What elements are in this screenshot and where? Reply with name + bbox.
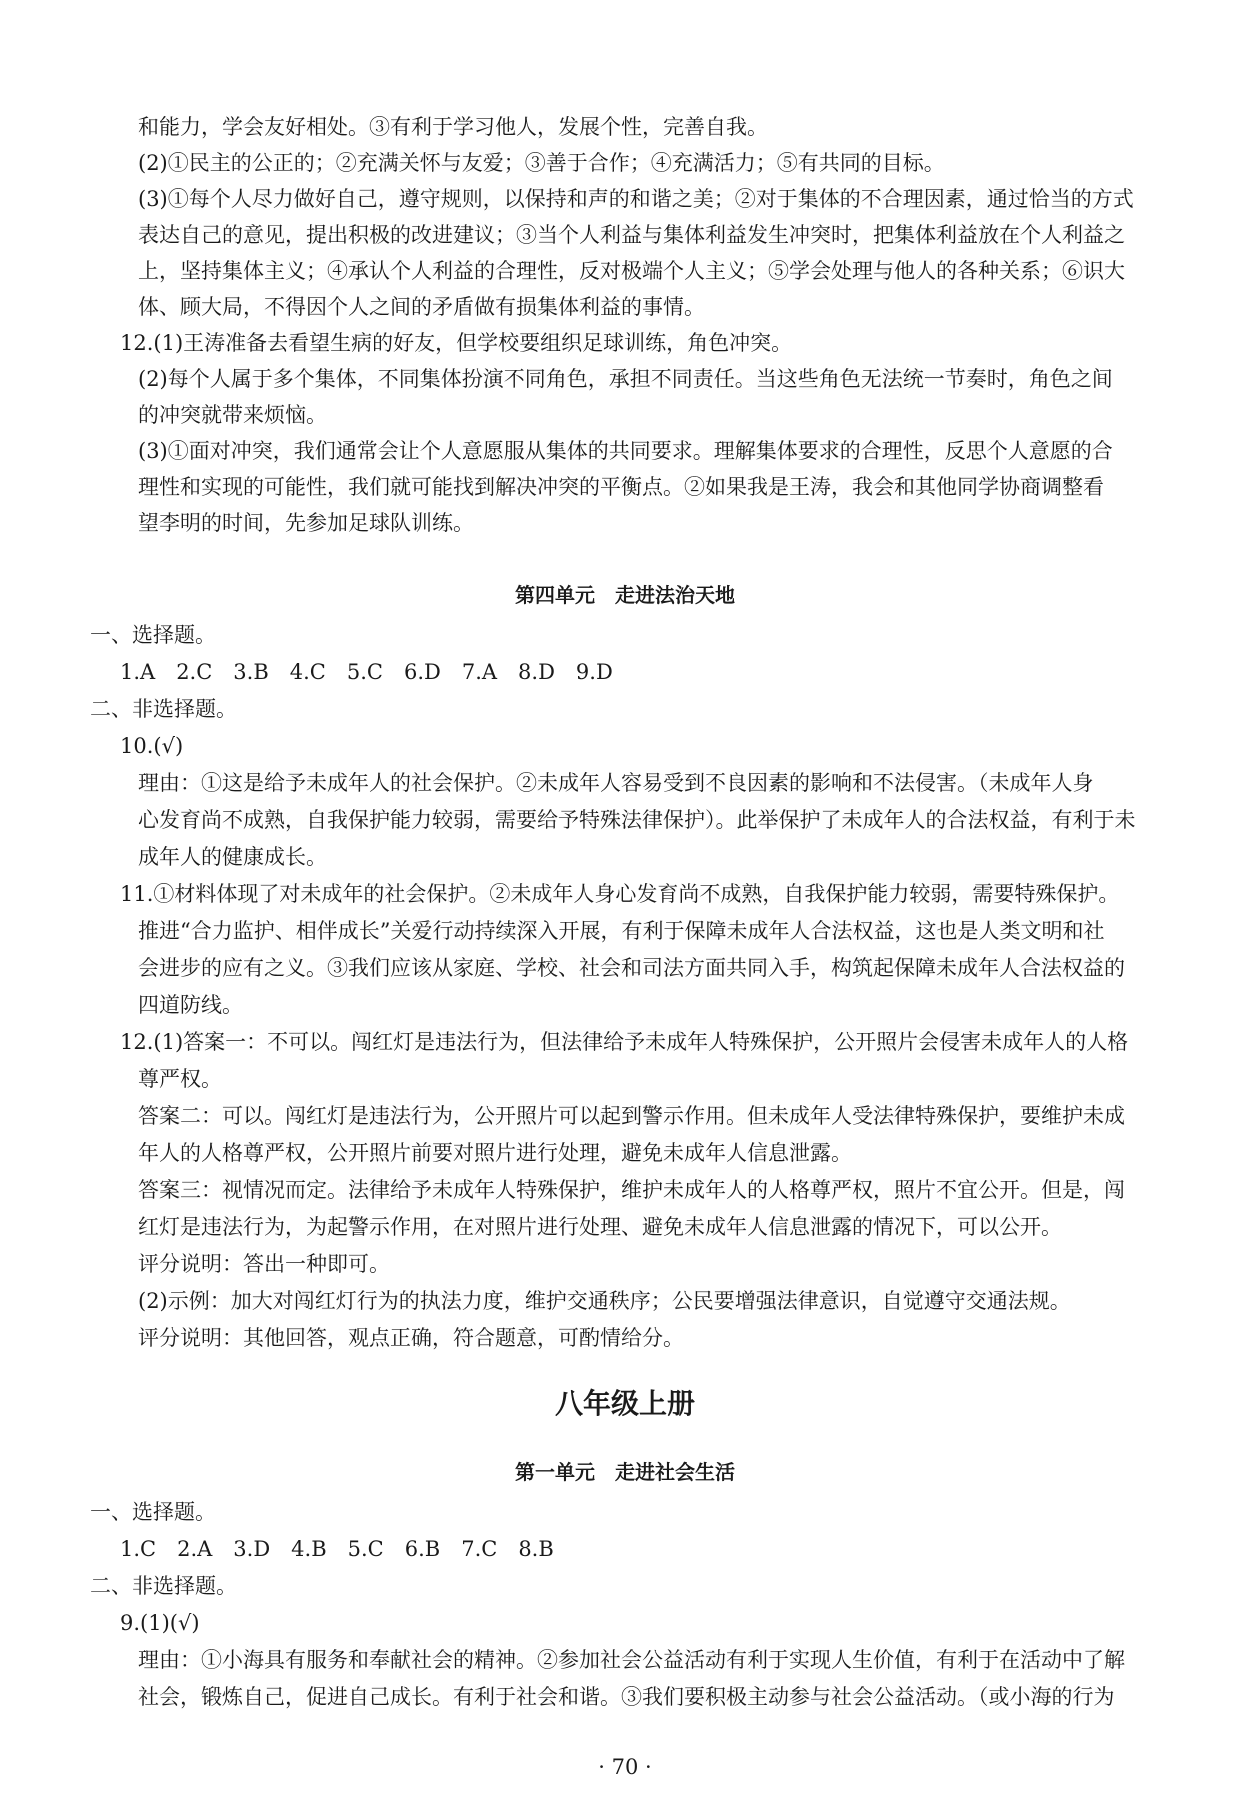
text-line: 理性和实现的可能性，我们就可能找到解决冲突的平衡点。②如果我是王涛，我会和其他同学协商调整看 (138, 475, 1104, 499)
text-line: 12.(1)答案一：不可以。闯红灯是违法行为，但法律给予未成年人特殊保护，公开照片会侵害未成年人的人格 (120, 1030, 1129, 1054)
text-line: 尊严权。 (138, 1067, 222, 1091)
text-line: 表达自己的意见，提出积极的改进建议；③当个人利益与集体利益发生冲突时，把集体利益放在个人利益之 (138, 223, 1125, 247)
text-line: 和能力，学会友好相处。③有利于学习他人，发展个性，完善自我。 (138, 115, 768, 139)
section-heading: 二、非选择题。 (90, 1574, 237, 1598)
text-line: 体、顾大局，不得因个人之间的矛盾做有损集体利益的事情。 (138, 295, 705, 319)
text-line: (2)①民主的公正的；②充满关怀与友爱；③善于合作；④充满活力；⑤有共同的目标。 (138, 151, 945, 175)
text-line: 望李明的时间，先参加足球队训练。 (138, 511, 474, 535)
section-heading: 二、非选择题。 (90, 697, 237, 721)
text-line: 11.①材料体现了对未成年的社会保护。②未成年人身心发育尚不成熟，自我保护能力较弱，需要特殊保护。 (120, 882, 1120, 906)
text-line: 心发育尚不成熟，自我保护能力较弱，需要给予特殊法律保护）。此举保护了未成年人的合法权益，有利于未 (138, 808, 1136, 832)
text-line: (3)①每个人尽力做好自己，遵守规则，以保持和声的和谐之美；②对于集体的不合理因素，通过恰当的方式 (138, 187, 1134, 211)
section-heading: 一、选择题。 (90, 1500, 216, 1524)
answer-key: 1.C 2.A 3.D 4.B 5.C 6.B 7.C 8.B (120, 1537, 554, 1561)
text-line: 9.(1)(√) (120, 1611, 200, 1635)
text-line: 评分说明：答出一种即可。 (138, 1252, 390, 1276)
unit-heading: 第一单元 走进社会生活 (515, 1460, 735, 1484)
text-line: 成年人的健康成长。 (138, 845, 327, 869)
text-line: 的冲突就带来烦恼。 (138, 403, 327, 427)
text-line: 红灯是违法行为，为起警示作用，在对照片进行处理、避免未成年人信息泄露的情况下，可以公开。 (138, 1215, 1062, 1239)
text-line: 理由：①小海具有服务和奉献社会的精神。②参加社会公益活动有利于实现人生价值，有利于在活动中了解 (138, 1648, 1125, 1672)
text-line: 年人的人格尊严权，公开照片前要对照片进行处理，避免未成年人信息泄露。 (138, 1141, 852, 1165)
answer-key: 1.A 2.C 3.B 4.C 5.C 6.D 7.A 8.D 9.D (120, 660, 613, 684)
text-line: (3)①面对冲突，我们通常会让个人意愿服从集体的共同要求。理解集体要求的合理性，反思个人意愿的合 (138, 439, 1113, 463)
text-line: 答案二：可以。闯红灯是违法行为，公开照片可以起到警示作用。但未成年人受法律特殊保护，要维护未成 (138, 1104, 1125, 1128)
section-heading: 一、选择题。 (90, 623, 216, 647)
text-line: 上，坚持集体主义；④承认个人利益的合理性，反对极端个人主义；⑤学会处理与他人的各种关系；⑥识大 (138, 259, 1125, 283)
text-line: 社会，锻炼自己，促进自己成长。有利于社会和谐。③我们要积极主动参与社会公益活动。（或小海的行为 (138, 1685, 1115, 1709)
text-line: 理由：①这是给予未成年人的社会保护。②未成年人容易受到不良因素的影响和不法侵害。（未成年人身 (138, 771, 1094, 795)
text-line: (2)每个人属于多个集体，不同集体扮演不同角色，承担不同责任。当这些角色无法统一节奏时，角色之间 (138, 367, 1113, 391)
text-line: 答案三：视情况而定。法律给予未成年人特殊保护，维护未成年人的人格尊严权，照片不宜公开。但是，闯 (138, 1178, 1125, 1202)
text-line: (2)示例：加大对闯红灯行为的执法力度，维护交通秩序；公民要增强法律意识，自觉遵守交通法规。 (138, 1289, 1071, 1313)
text-line: 推进“合力监护、相伴成长”关爱行动持续深入开展，有利于保障未成年人合法权益，这也是人类文明和社 (138, 919, 1105, 943)
text-line: 12.(1)王涛准备去看望生病的好友，但学校要组织足球训练，角色冲突。 (120, 331, 793, 355)
text-line: 评分说明：其他回答，观点正确，符合题意，可酌情给分。 (138, 1326, 684, 1350)
text-line: 会进步的应有之义。③我们应该从家庭、学校、社会和司法方面共同入手，构筑起保障未成年人合法权益的 (138, 956, 1125, 980)
text-line: 四道防线。 (138, 993, 243, 1017)
text-line: 10.(√) (120, 734, 184, 758)
page-number: · 70 · (598, 1755, 652, 1779)
unit-heading: 第四单元 走进法治天地 (515, 583, 735, 607)
grade-heading: 八年级上册 (554, 1387, 695, 1420)
